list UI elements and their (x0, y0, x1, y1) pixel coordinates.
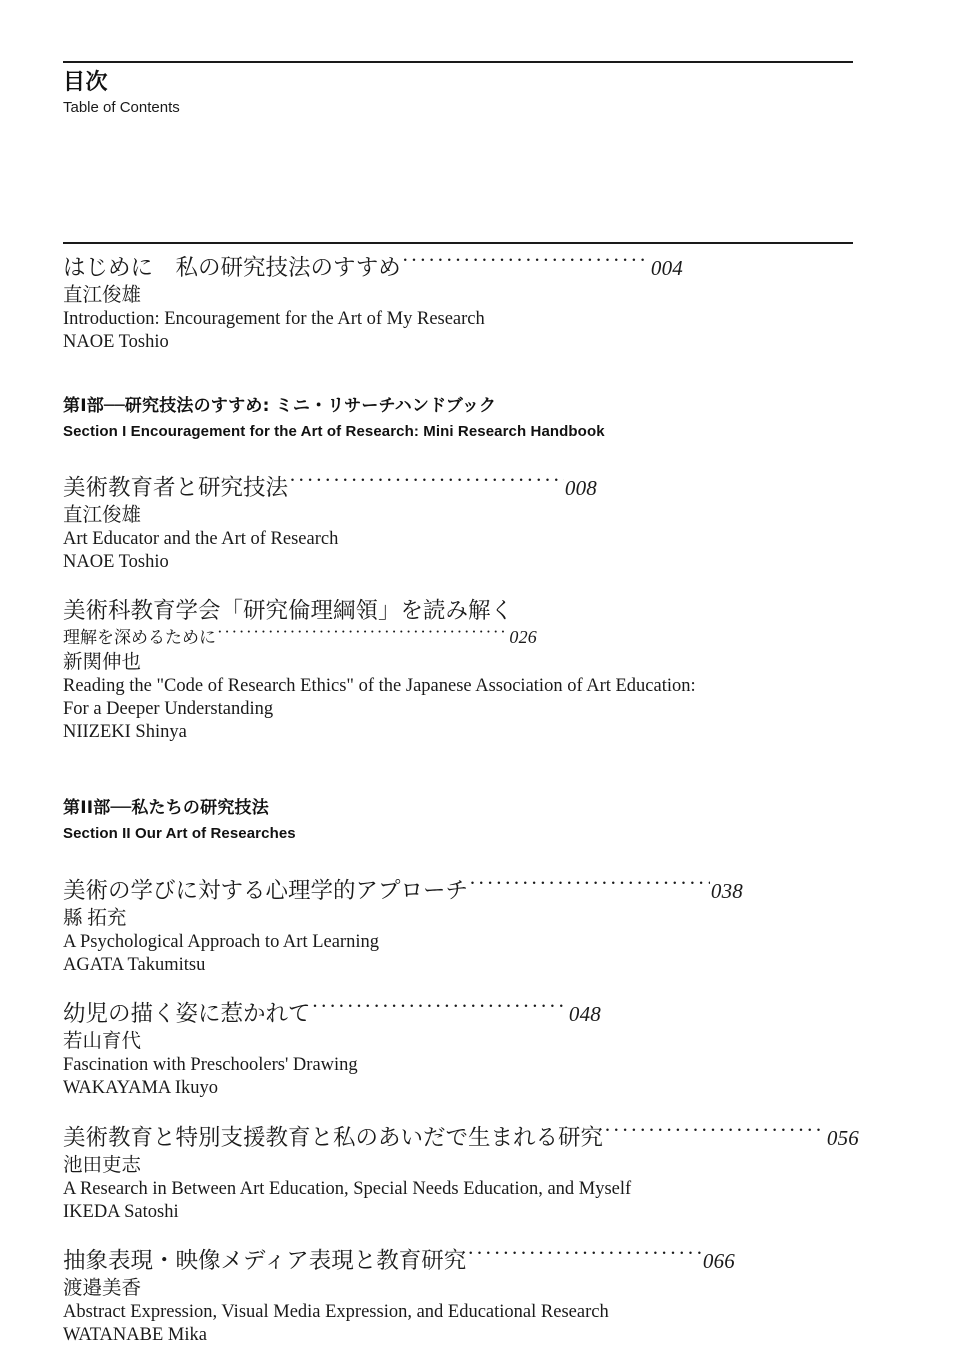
spacer (63, 1100, 863, 1122)
spacer (63, 744, 863, 784)
toc-entry-title-en: A Psychological Approach to Art Learning (63, 931, 379, 952)
toc-entry-introduction[interactable] (63, 252, 863, 354)
toc-entry-author-en: NAOE Toshio (63, 552, 169, 572)
toc-entry-title-en: Fascination with Preschoolers' Drawing (63, 1055, 358, 1075)
spacer (63, 574, 863, 596)
toc-entry-title-en: A Research in Between Art Education, Special Needs Education, and Myself (63, 1178, 632, 1199)
toc-entry-author-ja: 直江俊雄 (63, 284, 142, 306)
toc-entry-abstract-expression[interactable] (63, 1246, 863, 1348)
toc-entry-art-educator[interactable] (63, 473, 863, 575)
dot-leader (217, 626, 508, 643)
toc-entry-page: 004 (650, 255, 683, 280)
toc-entry-subtitle-row (63, 625, 863, 650)
dot-leader (289, 473, 564, 496)
toc-entry-page: 008 (564, 476, 597, 500)
toc-entry-author-en: AGATA Takumitsu (63, 954, 206, 975)
spacer (63, 1224, 863, 1246)
masthead (63, 70, 853, 118)
toc-entry-code-of-ethics[interactable] (63, 596, 863, 744)
spacer (63, 354, 863, 394)
dot-leader (312, 999, 568, 1022)
toc-entry-title-en-line2: For a Deeper Understanding (63, 699, 274, 719)
toc-entry-page: 056 (826, 1125, 859, 1150)
toc-entry-preschoolers-drawing[interactable] (63, 999, 863, 1101)
toc-entry-author-ja: 池田吏志 (63, 1154, 142, 1176)
toc-entry-title-row (63, 252, 863, 283)
toc-entry-author-en: WATANABE Mika (63, 1325, 207, 1345)
second-rule (63, 242, 853, 244)
toc-entry-title-ja: はじめに 私の研究技法のすすめ (63, 254, 401, 280)
spacer (63, 845, 863, 875)
toc-entry-subtitle-ja: 理解を深めるために (63, 628, 216, 647)
toc-list (63, 252, 863, 1347)
section-heading-one (63, 394, 863, 443)
toc-entry-title-ja: 幼児の描く姿に惹かれて (63, 1001, 311, 1026)
dot-leader (467, 1246, 702, 1269)
section-heading-two-ja: 第II部──私たちの研究技法 (63, 798, 269, 818)
dot-leader (402, 252, 650, 275)
spacer (63, 977, 863, 999)
toc-entry-special-needs[interactable] (63, 1122, 863, 1224)
toc-entry-title-ja: 抽象表現・映像メディア表現と教育研究 (63, 1248, 467, 1273)
spacer (63, 784, 863, 796)
toc-entry-author-ja: 渡邉美香 (63, 1278, 142, 1299)
page-title-en: Table of Contents (63, 99, 180, 116)
toc-entry-author-en: NIIZEKI Shinya (63, 722, 187, 742)
section-heading-one-en: Section I Encouragement for the Art of Research: Mini Research Handbook (63, 422, 605, 440)
dot-leader (469, 875, 710, 898)
toc-entry-title-en: Art Educator and the Art of Research (63, 529, 339, 549)
section-heading-one-ja: 第I部──研究技法のすすめ: ミニ・リサーチハンドブック (63, 395, 497, 416)
toc-entry-title-ja: 美術教育と特別支援教育と私のあいだで生まれる研究 (63, 1124, 604, 1150)
toc-entry-author-en: WAKAYAMA Ikuyo (63, 1078, 219, 1098)
toc-entry-title-en-line1: Reading the "Code of Research Ethics" of the Japanese Association of Art Education: (63, 676, 696, 696)
toc-entry-author-ja: 縣 拓充 (63, 907, 127, 929)
toc-entry-title-en: Introduction: Encouragement for the Art of My Research (63, 308, 485, 329)
page-title-ja: 目次 (63, 70, 109, 95)
toc-entry-author-ja: 直江俊雄 (63, 505, 142, 526)
toc-entry-title-row (63, 875, 863, 906)
toc-entry-psychological-approach[interactable] (63, 875, 863, 977)
section-heading-two (63, 796, 863, 845)
toc-entry-page: 066 (702, 1249, 735, 1273)
top-rule (63, 61, 853, 63)
toc-entry-title-row (63, 1122, 863, 1153)
spacer (63, 443, 863, 473)
toc-entry-title-row (63, 1246, 863, 1277)
toc-entry-title-row (63, 596, 863, 625)
toc-entry-title-ja: 美術の学びに対する心理学的アプローチ (63, 877, 469, 903)
toc-entry-author-en: IKEDA Satoshi (63, 1201, 179, 1222)
toc-entry-page: 038 (710, 878, 743, 903)
toc-entry-author-en: NAOE Toshio (63, 331, 169, 352)
toc-entry-title-ja: 美術教育者と研究技法 (63, 475, 289, 500)
toc-entry-author-ja: 新関伸也 (63, 652, 142, 673)
toc-entry-page: 048 (568, 1002, 601, 1026)
toc-entry-title-row (63, 999, 863, 1030)
toc-entry-title-en: Abstract Expression, Visual Media Expression, and Educational Research (63, 1302, 609, 1322)
toc-entry-page: 026 (509, 627, 537, 647)
section-heading-two-en: Section II Our Art of Researches (63, 825, 296, 842)
toc-entry-title-ja: 美術科教育学会「研究倫理綱領」を読み解く (63, 598, 514, 623)
toc-entry-author-ja: 若山育代 (63, 1031, 142, 1052)
dot-leader (604, 1122, 826, 1145)
toc-entry-title-row (63, 473, 863, 504)
